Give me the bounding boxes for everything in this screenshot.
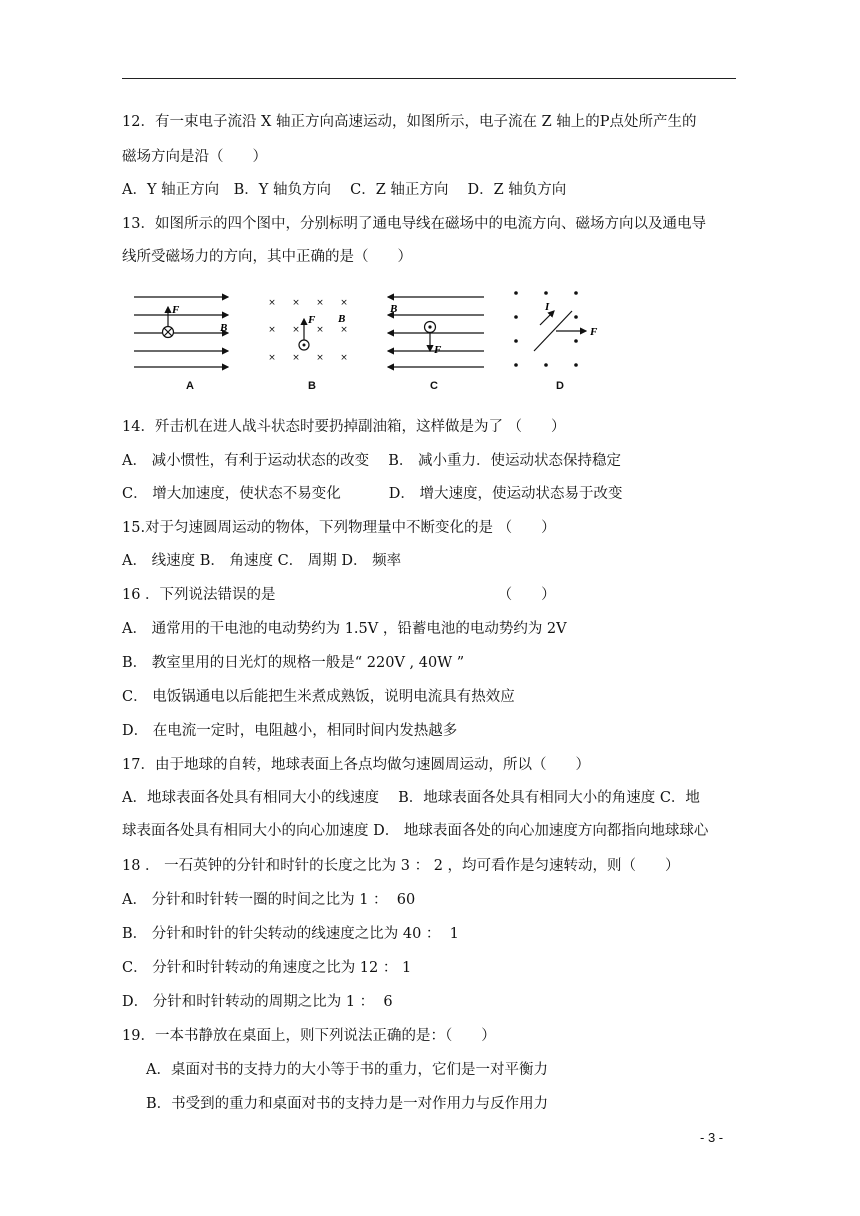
q19-option-b: B．书受到的重力和桌面对书的支持力是一对作用力与反作用力 — [146, 1096, 549, 1112]
q16-option-b: B． 教室里用的日光灯的规格一般是“ 220V , 40W ” — [122, 655, 465, 671]
figure-b-field-label: B — [338, 313, 346, 325]
q13-stem-line1: 13．如图所示的四个图中，分别标明了通电导线在磁场中的电流方向、磁场方向以及通电导 — [122, 216, 706, 232]
figure-b-diagram — [252, 285, 372, 377]
svg-text:×: × — [340, 298, 348, 308]
figure-c-field-label: B — [390, 303, 398, 315]
q13-stem-line2: 线所受磁场力的方向，其中正确的是（ ） — [122, 249, 412, 265]
svg-text:×: × — [340, 325, 348, 335]
figure-a-diagram — [130, 285, 250, 377]
q15-options: A． 线速度 B． 角速度 C． 周期 D． 频率 — [122, 553, 402, 569]
q15-stem: 15.对于匀速圆周运动的物体，下列物理量中不断变化的是 （ ） — [122, 520, 556, 536]
q16-option-d: D． 在电流一定时，电阻越小，相同时间内发热越多 — [122, 723, 458, 739]
figure-a-force-label: F — [172, 304, 180, 316]
figure-a-label: A — [186, 380, 194, 392]
q14-stem: 14．歼击机在进人战斗状态时要扔掉副油箱，这样做是为了 （ ） — [122, 419, 566, 435]
page-number: - 3 - — [700, 1130, 724, 1145]
svg-text:×: × — [316, 353, 324, 363]
figure-b-force-label: F — [308, 314, 316, 326]
q12-options: A．Y 轴正方向 B．Y 轴负方向 C．Z 轴正方向 D．Z 轴负方向 — [122, 182, 567, 198]
figure-d — [500, 285, 620, 395]
q19-stem: 19．一本书静放在桌面上，则下列说法正确的是：（ ） — [122, 1028, 496, 1044]
svg-text:×: × — [316, 298, 324, 308]
svg-text:×: × — [268, 298, 276, 308]
q16-stem: 16 ．下列说法错误的是 （ ） — [122, 587, 556, 603]
figure-a — [130, 285, 250, 395]
figure-d-current-label: I — [545, 301, 550, 313]
svg-text:×: × — [292, 353, 300, 363]
q12-stem-line2: 磁场方向是沿（ ） — [122, 149, 267, 165]
svg-text:×: × — [292, 325, 300, 335]
svg-text:×: × — [340, 353, 348, 363]
figure-d-diagram — [500, 285, 620, 377]
svg-text:×: × — [292, 298, 300, 308]
figure-c — [374, 285, 494, 395]
q13-figures — [122, 285, 736, 395]
q19-option-a: A．桌面对书的支持力的大小等于书的重力，它们是一对平衡力 — [146, 1062, 548, 1078]
q17-options-line1: A．地球表面各处具有相同大小的线速度 B．地球表面各处具有相同大小的角速度 C．地 — [122, 790, 700, 806]
figure-a-field-label: B — [220, 322, 228, 334]
q14-options-line2: C． 增大加速度，使状态不易变化 D． 增大速度，使运动状态易于改变 — [122, 486, 623, 502]
figure-d-force-label: F — [590, 326, 598, 338]
figure-c-force-label: F — [434, 344, 442, 356]
q14-options-line1: A． 减小惯性，有利于运动状态的改变 B． 减小重力．使运动状态保持稳定 — [122, 453, 621, 469]
q17-stem: 17．由于地球的自转，地球表面上各点均做匀速圆周运动，所以（ ） — [122, 757, 590, 773]
figure-c-label: C — [430, 380, 438, 392]
svg-text:×: × — [268, 325, 276, 335]
q16-option-a: A． 通常用的干电池的电动势约为 1.5V ，铅蓄电池的电动势约为 2V — [122, 621, 567, 637]
figure-b-label: B — [308, 380, 316, 392]
q18-stem: 18 ． 一石英钟的分针和时针的长度之比为 3 ： 2 ，均可看作是匀速转动，则（ ） — [122, 858, 680, 874]
figure-d-label: D — [556, 380, 564, 392]
q18-option-d: D． 分针和时针转动的周期之比为 1 ： 6 — [122, 994, 393, 1010]
header-rule — [122, 78, 736, 79]
q17-options-line2: 球表面各处具有相同大小的向心加速度 D． 地球表面各处的向心加速度方向都指向地球球心 — [122, 823, 709, 839]
figure-c-diagram — [374, 285, 494, 377]
q18-option-a: A． 分针和时针转一圈的时间之比为 1 ： 60 — [122, 892, 416, 908]
q18-option-b: B． 分针和时针的针尖转动的线速度之比为 40 ： 1 — [122, 926, 459, 942]
svg-text:×: × — [268, 353, 276, 363]
figure-b — [252, 285, 372, 395]
q16-option-c: C． 电饭锅通电以后能把生米煮成熟饭，说明电流具有热效应 — [122, 689, 515, 705]
svg-text:×: × — [316, 325, 324, 335]
q18-option-c: C． 分针和时针转动的角速度之比为 12 ： 1 — [122, 960, 412, 976]
q12-stem-line1: 12．有一束电子流沿 X 轴正方向高速运动，如图所示，电子流在 Z 轴上的P点处所产生的 — [122, 114, 697, 130]
